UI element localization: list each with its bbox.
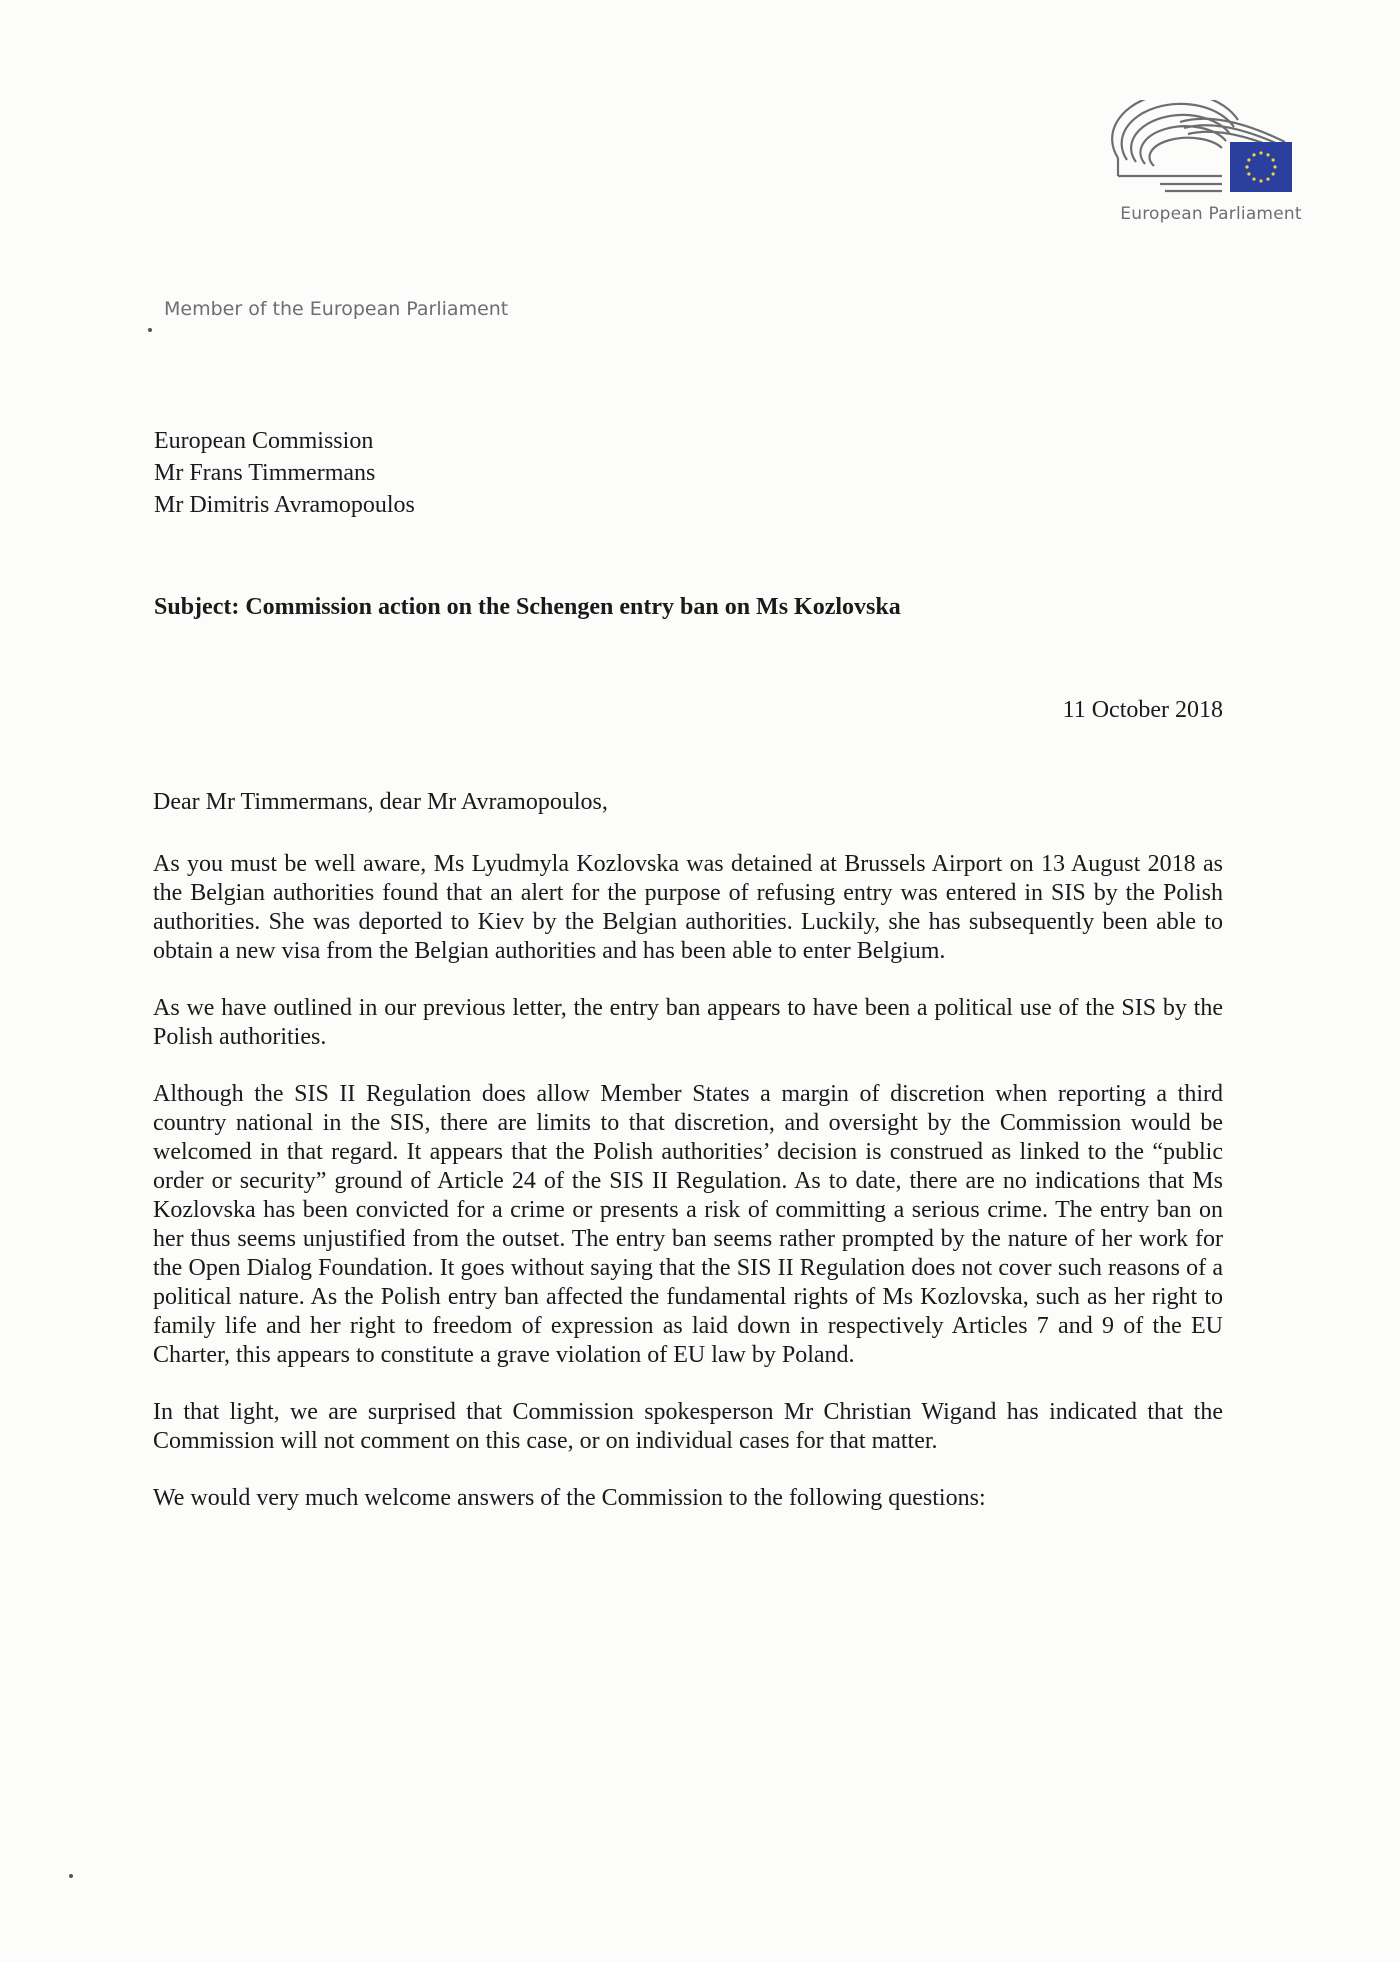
letter-body	[153, 850, 1223, 1541]
sender-title: Member of the European Parliament	[164, 298, 509, 320]
paper-speck	[69, 1874, 73, 1878]
eu-star-icon	[1252, 153, 1255, 156]
paper-speck	[148, 328, 152, 332]
eu-star-icon	[1252, 178, 1255, 181]
body-paragraph: As we have outlined in our previous letter, the entry ban appears to have been a political use of the SIS by the Polish authorities.	[153, 995, 1223, 1050]
eu-star-icon	[1245, 165, 1248, 168]
eu-star-icon	[1272, 158, 1275, 161]
body-paragraph: As you must be well aware, Ms Lyudmyla Kozlovska was detained at Brussels Airport on 13 August 2018 as the Belgian authorities found that an alert for the purpose of refusing entry was entered in SIS by the Polish authorities. She was deported to Kiev by the Belgian authorities. Luckily, she has subsequently been able to obtain a new visa from the Belgian authorities and has been able to enter Belgium.	[153, 851, 1223, 964]
eu-star-icon	[1266, 153, 1269, 156]
hemicycle-emblem-icon	[1110, 100, 1310, 200]
eu-star-icon	[1247, 172, 1250, 175]
body-paragraph: We would very much welcome answers of the Commission to the following questions:	[153, 1485, 986, 1511]
salutation: Dear Mr Timmermans, dear Mr Avramopoulos,	[153, 789, 608, 815]
recipient-line: Mr Frans Timmermans	[154, 460, 376, 486]
subject-line: Subject: Commission action on the Schengen entry ban on Ms Kozlovska	[154, 594, 901, 620]
letter-date: 11 October 2018	[1062, 697, 1223, 723]
recipient-line: European Commission	[154, 428, 374, 454]
recipient-block	[154, 425, 415, 521]
eu-star-icon	[1259, 179, 1262, 182]
body-paragraph: In that light, we are surprised that Commission spokesperson Mr Christian Wigand has indicated that the Commission will not comment on this case, or on individual cases for that matter.	[153, 1399, 1223, 1454]
eu-star-icon	[1272, 172, 1275, 175]
recipient-line: Mr Dimitris Avramopoulos	[154, 492, 415, 518]
eu-star-icon	[1247, 158, 1250, 161]
logo-label: European Parliament	[1120, 204, 1302, 224]
eu-star-icon	[1259, 151, 1262, 154]
eu-flag-icon	[1230, 142, 1292, 192]
body-paragraph: Although the SIS II Regulation does allow Member States a margin of discretion when reporting a third country national in the SIS, there are limits to that discretion, and oversight by the Commission would be welcomed in that regard. It appears that the Polish authorities’ decision is construed as linked to the “public order or security” ground of Article 24 of the SIS II Regulation. As to date, there are no indications that Ms Kozlovska has been convicted for a crime or presents a risk of committing a serious crime. The entry ban on her thus seems unjustified from the outset. The entry ban seems rather prompted by the nature of her work for the Open Dialog Foundation. It goes without saying that the SIS II Regulation does not cover such reasons of a political nature. As the Polish entry ban affected the fundamental rights of Ms Kozlovska, such as her right to family life and her right to freedom of expression as laid down in respectively Articles 7 and 9 of the EU Charter, this appears to constitute a grave violation of EU law by Poland.	[153, 1081, 1223, 1368]
eu-star-icon	[1273, 165, 1276, 168]
eu-star-icon	[1266, 178, 1269, 181]
